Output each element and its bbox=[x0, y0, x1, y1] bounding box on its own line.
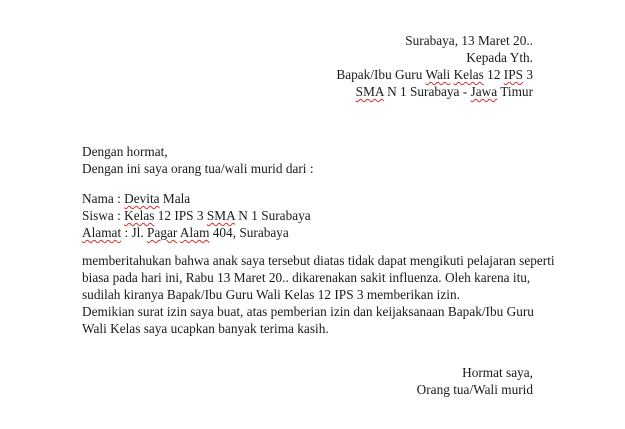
recipient-kelas: Kelas bbox=[453, 67, 484, 82]
recipient-post: 3 bbox=[523, 67, 533, 82]
para1-line1-text: memberitahukan bahwa anak saya tersebut diatas tidak dapat mengikuti pelajaran seperti bbox=[82, 253, 555, 268]
nama-line bbox=[82, 190, 190, 207]
alamat-label: Alamat bbox=[82, 225, 122, 240]
para2-line2-text: Wali Kelas saya ucapkan banyak terima kasih. bbox=[82, 321, 329, 336]
school-mid: N 1 Surabaya - bbox=[383, 84, 471, 99]
intro-line bbox=[82, 160, 314, 177]
recipient-mid2: 12 bbox=[483, 67, 504, 82]
siswa-line bbox=[82, 207, 311, 224]
recipient-ips: IPS bbox=[503, 67, 524, 82]
para2-line2 bbox=[82, 320, 329, 337]
recipient-wali: Wali bbox=[425, 67, 451, 82]
kepada-line bbox=[466, 49, 533, 66]
school-post: Timur bbox=[497, 84, 533, 99]
para2-line1-text: Demikian surat izin saya buat, atas pemberian izin dan keijaksanaan Bapak/Ibu Guru bbox=[82, 304, 534, 319]
school-sma: SMA bbox=[355, 84, 384, 99]
para2-line1 bbox=[82, 303, 534, 320]
salutation-text: Dengan hormat, bbox=[82, 144, 168, 159]
alamat-alam: Alam bbox=[179, 225, 210, 240]
para1-line2 bbox=[82, 269, 530, 286]
closing-hormat bbox=[462, 364, 533, 381]
alamat-post: 404, Surabaya bbox=[209, 225, 289, 240]
siswa-label: Siswa : bbox=[82, 208, 125, 223]
para1-line1 bbox=[82, 252, 555, 269]
school-jawa: Jawa bbox=[470, 84, 498, 99]
kepada-text: Kepada Yth. bbox=[466, 50, 533, 65]
intro-text: Dengan ini saya orang tua/wali murid dari : bbox=[82, 161, 314, 176]
closing-signer bbox=[417, 381, 533, 398]
school-line bbox=[356, 83, 533, 100]
alamat-pagar: Pagar bbox=[147, 225, 178, 240]
place-date bbox=[405, 32, 533, 49]
alamat-line bbox=[82, 224, 289, 241]
siswa-kelas: Kelas bbox=[124, 208, 155, 223]
para1-line2-text: biasa pada hari ini, Rabu 13 Maret 20.. dikarenakan sakit influenza. Oleh karena itu, bbox=[82, 270, 531, 285]
nama-label: Nama : bbox=[82, 191, 125, 206]
para1-line3-text: sudilah kiranya Bapak/Ibu Guru Wali Kelas 12 IPS 3 memberikan izin. bbox=[82, 287, 460, 302]
closing-hormat-text: Hormat saya, bbox=[462, 365, 533, 380]
siswa-sma: SMA bbox=[206, 208, 235, 223]
alamat-mid: : Jl. bbox=[121, 225, 148, 240]
place-date-text: Surabaya, 13 Maret 20.. bbox=[405, 33, 533, 48]
nama-last: Mala bbox=[159, 191, 191, 206]
recipient-line bbox=[336, 66, 533, 83]
siswa-mid: 12 IPS 3 bbox=[154, 208, 207, 223]
closing-signer-text: Orang tua/Wali murid bbox=[416, 382, 533, 397]
salutation bbox=[82, 143, 168, 160]
siswa-post: N 1 Surabaya bbox=[234, 208, 311, 223]
recipient-pre: Bapak/Ibu Guru bbox=[336, 67, 426, 82]
nama-first: Devita bbox=[124, 191, 160, 206]
para1-line3 bbox=[82, 286, 460, 303]
